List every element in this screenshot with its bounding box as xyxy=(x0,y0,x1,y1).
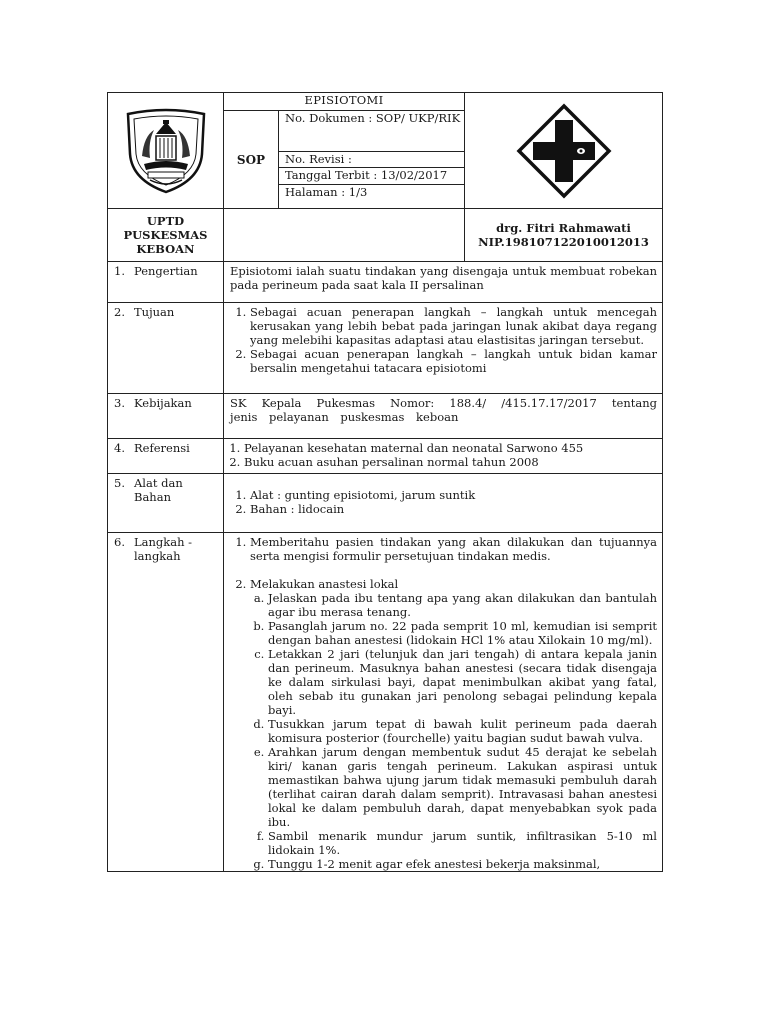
substep-item: b. Pasanglah jarum no. 22 pada semprit 10 ml, kemudian isi semprit dengan bahan anestesi (lidokain HCl 1% atau Xilokain 10 mg/ml). xyxy=(268,619,657,647)
tujuan-list xyxy=(230,305,657,375)
signer-nip: NIP.198107122010012013 xyxy=(478,235,649,249)
list-item: 2. Bahan : lidocain xyxy=(250,502,657,516)
signer-name: drg. Fitri Rahmawati xyxy=(496,221,631,235)
list-item: 1. Alat : gunting episiotomi, jarum suntik xyxy=(250,488,657,502)
section-langkah: 6. Langkah - langkah 1. Memberitahu pasien tindakan yang akan dilakukan dan tujuannya serta mengisi formulir persetujuan tindakan medis. 2. Melakukan anastesi lokal a. Jelaskan pada ibu tentang apa yang akan dilakukan dan bantulah agar ibu merasa tenang. b. Pasanglah jarum no. 22 pada semprit 10 ml, kemudian isi semprit dengan bahan anestesi (lidokain HCl 1% atau Xilokain 10 mg/ml). c. Letakkan 2 jari (telunjuk dan jari tengah) di antara kepala janin dan perineum. Masuknya bahan anestesi (secara tidak disengaja ke dalam sirkulasi bayi, dapat menimbulkan akibat yang fatal, oleh sebab itu gunakan jari penolong sebagai pelindung kepala bayi. d. Tusukkan jarum tepat di bawah kulit perineum pada daerah komisura posterior (fourchelle) yaitu bagian sudut bawah vulva. e. Arahkan jarum dengan membentuk sudut 45 derajat ke sebelah kiri/ kanan garis tengah perineum. Lakukan aspirasi untuk memastikan bahwa ujung jarum tidak memasuki pembuluh darah (terlihat cairan darah dalam semprit). Intravasasi bahan anestesi lokal ke dalam pembuluh darah, dapat menyebabkan syok pada ibu. f. Sambil menarik mundur jarum suntik, infiltrasikan 5-10 ml lidokain 1%. g. Tunggu 1-2 menit agar efek anestesi bekerja maksinmal, xyxy=(108,533,663,872)
org-name: UPTD PUSKESMAS KEBOAN xyxy=(108,209,224,262)
langkah-list xyxy=(230,535,657,871)
section-label: Kebijakan xyxy=(134,396,192,410)
document-title: EPISIOTOMI xyxy=(224,93,464,111)
sop-label: SOP xyxy=(224,111,279,208)
list-item: 2. Buku acuan asuhan persalinan normal tahun 2008 xyxy=(244,455,657,469)
page-number: Halaman : 1/3 xyxy=(285,185,368,199)
substep-item: g. Tunggu 1-2 menit agar efek anestesi bekerja maksinmal, xyxy=(268,857,657,871)
substep-item: d. Tusukkan jarum tepat di bawah kulit perineum pada daerah komisura posterior (fourchelle) yaitu bagian sudut bawah vulva. xyxy=(268,717,657,745)
revision-number: No. Revisi : xyxy=(279,152,464,168)
section-label: Pengertian xyxy=(134,264,198,278)
sop-table xyxy=(107,92,663,872)
section-kebijakan: 3. Kebijakan SK Kepala Pukesmas Nomor: 188.4/ /415.17.17/2017 tentang jenis pelayanan puskesmas keboan xyxy=(108,394,663,439)
section-label: Alat dan Bahan xyxy=(134,476,183,504)
referensi-list xyxy=(230,441,657,469)
regional-crest-icon xyxy=(120,108,212,194)
alat-list xyxy=(230,488,657,516)
list-item: 1. Memberitahu pasien tindakan yang akan dilakukan dan tujuannya serta mengisi formulir persetujuan tindakan medis. xyxy=(250,535,657,577)
section-label: Referensi xyxy=(134,441,190,455)
blank-cell xyxy=(224,209,465,262)
left-logo-cell xyxy=(108,93,224,209)
org-row xyxy=(108,209,663,262)
substep-list xyxy=(250,591,657,871)
section-tujuan: 2. Tujuan 1. Sebagai acuan penerapan langkah – langkah untuk mencegah kerusakan yang lebih bebat pada jaringan lunak akibat daya regang yang melebihi kapasitas adaptasi atau elastisitas jaringan tersebut. 2. Sebagai acuan penerapan langkah – langkah untuk bidan kamar bersalin mengetahui tatacara episiotomi xyxy=(108,303,663,394)
signer-block xyxy=(465,209,663,262)
section-referensi: 4. Referensi 1. Pelayanan kesehatan maternal dan neonatal Sarwono 455 2. Buku acuan asuhan persalinan normal tahun 2008 xyxy=(108,439,663,474)
substep-item: f. Sambil menarik mundur jarum suntik, infiltrasikan 5-10 ml lidokain 1%. xyxy=(268,829,657,857)
list-item: 1. Pelayanan kesehatan maternal dan neonatal Sarwono 455 xyxy=(244,441,657,455)
substep-item: e. Arahkan jarum dengan membentuk sudut 45 derajat ke sebelah kiri/ kanan garis tengah perineum. Lakukan aspirasi untuk memastikan bahwa ujung jarum tidak memasuki pembuluh darah (terlihat cairan darah dalam semprit). Intravasasi bahan anestesi lokal ke dalam pembuluh darah, dapat menyebabkan syok pada ibu. xyxy=(268,745,657,829)
puskesmas-cross-icon xyxy=(515,102,613,200)
substep-item: a. Jelaskan pada ibu tentang apa yang akan dilakukan dan bantulah agar ibu merasa tenang. xyxy=(268,591,657,619)
kebijakan-text: SK Kepala Pukesmas Nomor: 188.4/ /415.17.17/2017 tentang jenis pelayanan puskesmas keboan xyxy=(224,394,663,439)
list-item: 1. Sebagai acuan penerapan langkah – langkah untuk mencegah kerusakan yang lebih bebat pada jaringan lunak akibat daya regang yang melebihi kapasitas adaptasi atau elastisitas jaringan tersebut. xyxy=(250,305,657,347)
section-label: Langkah - langkah xyxy=(134,535,193,563)
pengertian-text: Episiotomi ialah suatu tindakan yang disengaja untuk membuat robekan pada perineum pada saat kala II persalinan xyxy=(224,262,663,303)
right-logo-cell xyxy=(465,93,663,209)
document-number: No. Dokumen : SOP/ UKP/RIK xyxy=(279,111,464,152)
header-row xyxy=(108,93,663,209)
sop-document xyxy=(107,92,662,930)
issue-date: Tanggal Terbit : 13/02/2017 xyxy=(279,168,464,185)
list-item: 2. Melakukan anastesi lokal a. Jelaskan pada ibu tentang apa yang akan dilakukan dan bantulah agar ibu merasa tenang. b. Pasanglah jarum no. 22 pada semprit 10 ml, kemudian isi semprit dengan bahan anestesi (lidokain HCl 1% atau Xilokain 10 mg/ml). c. Letakkan 2 jari (telunjuk dan jari tengah) di antara kepala janin dan perineum. Masuknya bahan anestesi (secara tidak disengaja ke dalam sirkulasi bayi, dapat menimbulkan akibat yang fatal, oleh sebab itu gunakan jari penolong sebagai pelindung kepala bayi. d. Tusukkan jarum tepat di bawah kulit perineum pada daerah komisura posterior (fourchelle) yaitu bagian sudut bawah vulva. e. Arahkan jarum dengan membentuk sudut 45 derajat ke sebelah kiri/ kanan garis tengah perineum. Lakukan aspirasi untuk memastikan bahwa ujung jarum tidak memasuki pembuluh darah (terlihat cairan darah dalam semprit). Intravasasi bahan anestesi lokal ke dalam pembuluh darah, dapat menyebabkan syok pada ibu. f. Sambil menarik mundur jarum suntik, infiltrasikan 5-10 ml lidokain 1%. g. Tunggu 1-2 menit agar efek anestesi bekerja maksinmal, xyxy=(250,577,657,871)
document-info-cell xyxy=(224,93,465,209)
section-label: Tujuan xyxy=(134,305,175,319)
section-alat: 5. Alat dan Bahan 1. Alat : gunting episiotomi, jarum suntik 2. Bahan : lidocain xyxy=(108,474,663,533)
list-item: 2. Sebagai acuan penerapan langkah – langkah untuk bidan kamar bersalin mengetahui tatacara episiotomi xyxy=(250,347,657,375)
section-pengertian: 1. Pengertian Episiotomi ialah suatu tindakan yang disengaja untuk membuat robekan pada perineum pada saat kala II persalinan xyxy=(108,262,663,303)
substep-item: c. Letakkan 2 jari (telunjuk dan jari tengah) di antara kepala janin dan perineum. Masuknya bahan anestesi (secara tidak disengaja ke dalam sirkulasi bayi, dapat menimbulkan akibat yang fatal, oleh sebab itu gunakan jari penolong sebagai pelindung kepala bayi. xyxy=(268,647,657,717)
